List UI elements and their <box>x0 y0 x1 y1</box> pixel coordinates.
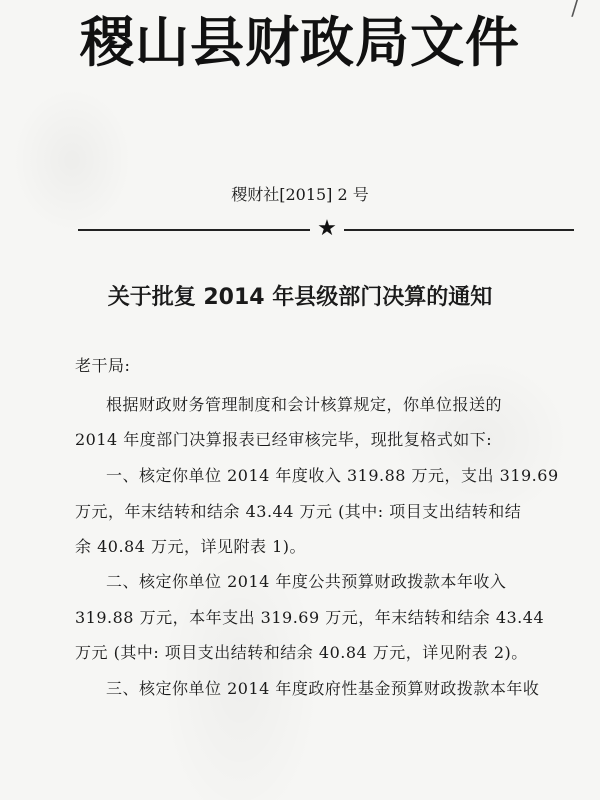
body-line: 一、核定你单位 2014 年度收入 319.88 万元，支出 319.69 <box>106 466 559 485</box>
body-line: 319.88 万元，本年支出 319.69 万元，年末结转和结余 43.44 <box>75 608 545 627</box>
star-icon: ★ <box>317 216 337 241</box>
body-line: 余 40.84 万元，详见附表 1)。 <box>75 537 306 556</box>
notice-title: 关于批复 2014 年县级部门决算的通知 <box>107 285 493 310</box>
body-line: 万元 (其中: 项目支出结转和结余 40.84 万元，详见附表 2)。 <box>75 643 528 662</box>
corner-pen-mark: / <box>571 0 578 20</box>
body-line: 二、核定你单位 2014 年度公共预算财政拨款本年收入 <box>106 572 507 591</box>
body-line: 三、核定你单位 2014 年度政府性基金预算财政拨款本年收 <box>106 679 540 698</box>
body-line: 2014 年度部门决算报表已经审核完毕，现批复格式如下: <box>75 430 493 449</box>
document-number: 稷财社[2015] 2 号 <box>231 185 369 204</box>
document-header-title: 稷山县财政局文件 <box>80 11 520 74</box>
addressee-line: 老干局: <box>75 356 131 375</box>
body-line: 根据财政财务管理制度和会计核算规定，你单位报送的 <box>106 395 503 414</box>
header-divider-right <box>344 229 574 231</box>
header-divider-left <box>78 229 310 231</box>
body-line: 万元，年末结转和结余 43.44 万元 (其中: 项目支出结转和结 <box>75 502 522 521</box>
